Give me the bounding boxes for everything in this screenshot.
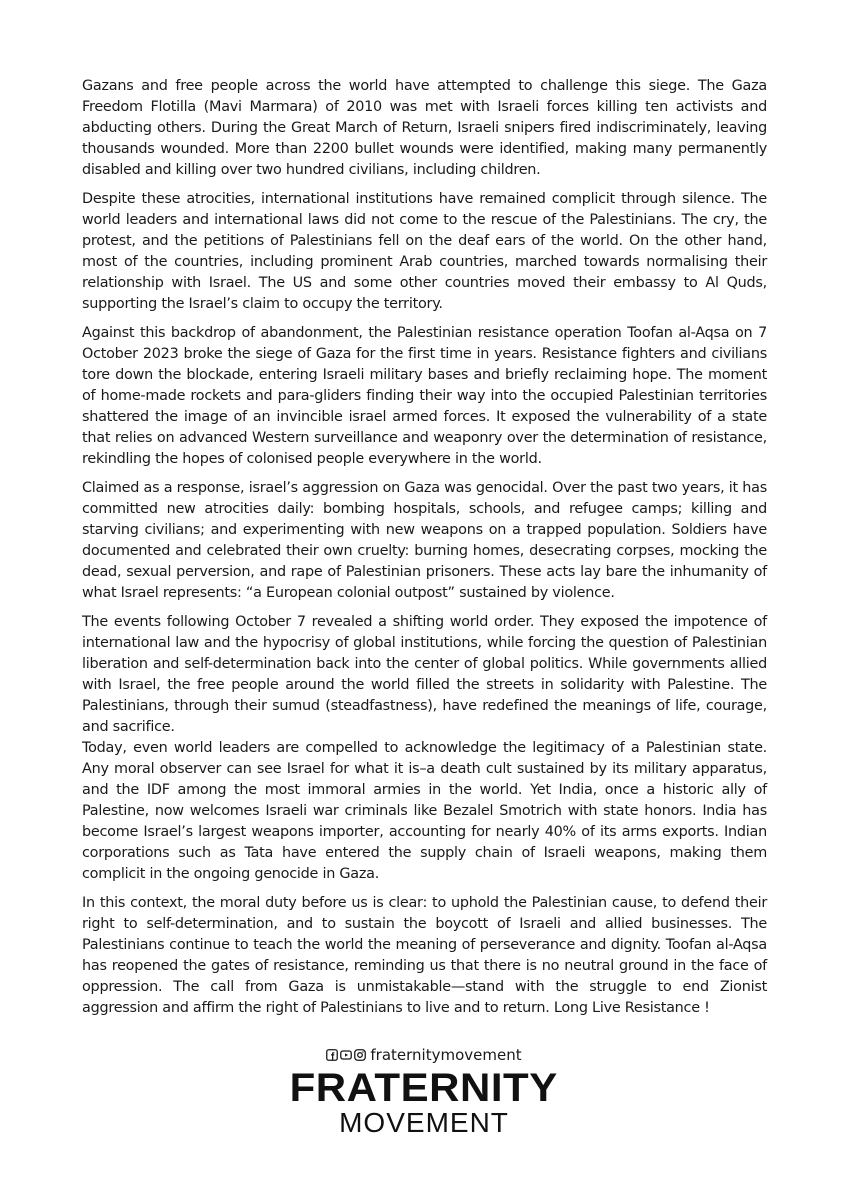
brand-name: FRATERNITY (289, 1066, 559, 1110)
article-body (82, 76, 767, 1027)
social-handle-row (0, 1046, 848, 1064)
paragraph-4: Claimed as a response, israel’s aggression on Gaza was genocidal. Over the past two years, it has committed new atrocities daily: bombing hospitals, schools, and refugee camps; killing and starving civilians; and experimenting with new weapons on a trapped population. Soldiers have documented and celebrated their own cruelty: burning homes, desecrating corpses, mocking the dead, sexual perversion, and rape of Palestinian prisoners. These acts lay bare the inhumanity of what Israel represents: “a European colonial outpost” sustained by violence. (82, 480, 767, 601)
paragraph-1: Gazans and free people across the world have attempted to challenge this siege. The Gaza Freedom Flotilla (Mavi Marmara) of 2010 was met with Israeli forces killing ten activists and abducting others. During the Great March of Return, Israeli snipers fired indiscriminately, leaving thousands wounded. More than 2200 bullet wounds were identified, making many permanently disabled and killing over two hundred civilians, including children. (82, 78, 767, 178)
paragraph-5: The events following October 7 revealed a shifting world order. They exposed the impotence of international law and the hypocrisy of global institutions, while forcing the question of Palestinian liberation and self-determination back into the center of global politics. While governments allied with Israel, the free people around the world filled the streets in solidarity with Palestine. The Palestinians, through their sumud (steadfastness), have redefined the meanings of life, courage, and sacrifice. (82, 614, 767, 735)
paragraph-3: Against this backdrop of abandonment, the Palestinian resistance operation Toofan al-Aqsa on 7 October 2023 broke the siege of Gaza for the first time in years. Resistance fighters and civilians tore down the blockade, entering Israeli military bases and briefly reclaiming hope. The moment of home-made rockets and para-gliders finding their way into the occupied Palestinian territories shattered the image of an invincible israel armed forces. It exposed the vulnerability of a state that relies on advanced Western surveillance and weaponry over the determination of resistance, rekindling the hopes of colonised people everywhere in the world. (82, 325, 767, 467)
instagram-icon (354, 1049, 366, 1061)
social-icons (326, 1049, 366, 1061)
brand-subtitle: MOVEMENT (339, 1107, 509, 1138)
paragraph-2: Despite these atrocities, international institutions have remained complicit through silence. The world leaders and international laws did not come to the rescue of the Palestinians. The cry, the protest, and the petitions of Palestinians fell on the deaf ears of the world. On the other hand, most of the countries, including prominent Arab countries, marched towards normalising their relationship with Israel. The US and some other countries moved their embassy to Al Quds, supporting the Israel’s claim to occupy the territory. (82, 191, 767, 312)
paragraph-6: Today, even world leaders are compelled to acknowledge the legitimacy of a Palestinian state. Any moral observer can see Israel for what it is–a death cult sustained by its military apparatus, and the IDF among the most immoral armies in the world. Yet India, once a historic ally of Palestine, now welcomes Israeli war criminals like Bezalel Smotrich with state honors. India has become Israel’s largest weapons importer, accounting for nearly 40% of its arms exports. Indian corporations such as Tata have entered the supply chain of Israeli weapons, making them complicit in the ongoing genocide in Gaza. (82, 740, 767, 882)
youtube-icon (340, 1049, 352, 1061)
social-handle: fraternitymovement (370, 1046, 522, 1064)
paragraph-7: In this context, the moral duty before us is clear: to uphold the Palestinian cause, to defend their right to self-determination, and to sustain the boycott of Israeli and allied businesses. The Palestinians continue to teach the world the meaning of perseverance and dignity. Toofan al-Aqsa has reopened the gates of resistance, reminding us that there is no neutral ground in the face of oppression. The call from Gaza is unmistakable—stand with the struggle to end Zionist aggression and affirm the right of Palestinians to live and to return. Long Live Resistance ! (82, 895, 767, 1016)
facebook-icon (326, 1049, 338, 1061)
footer-logo (0, 1046, 848, 1138)
